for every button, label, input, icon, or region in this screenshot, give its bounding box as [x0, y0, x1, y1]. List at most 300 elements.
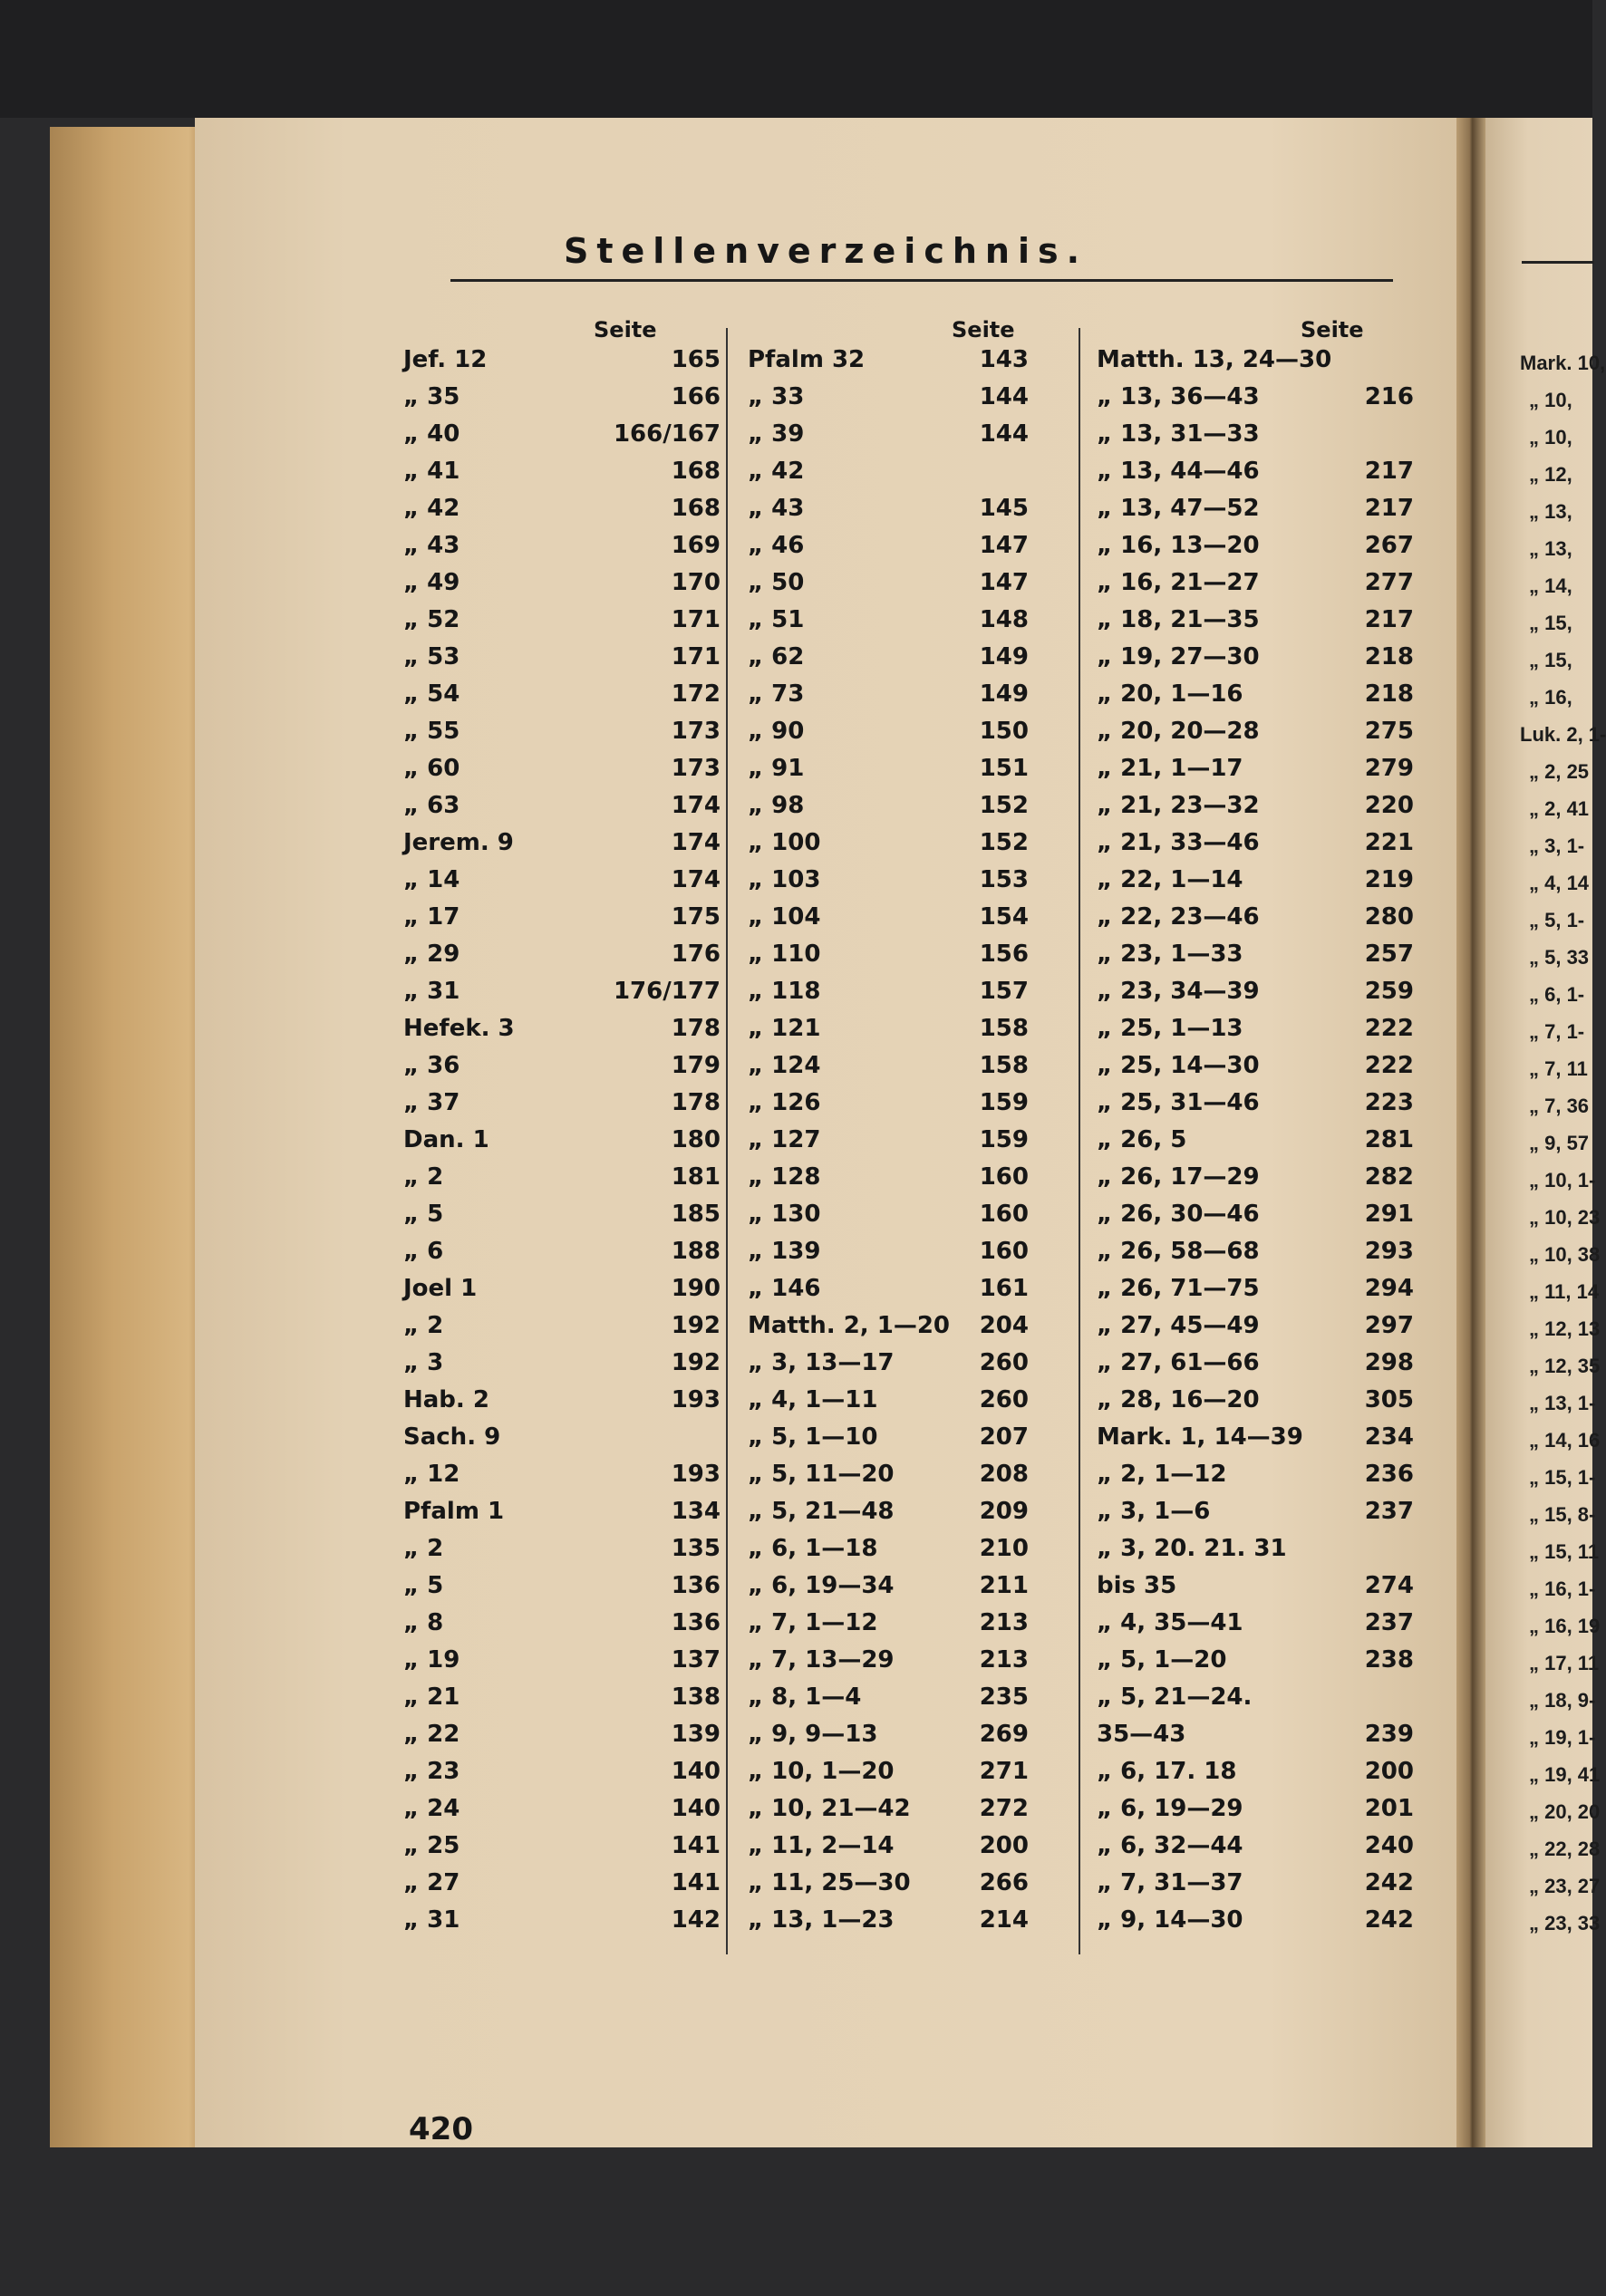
- entry-page: 158: [979, 1015, 1029, 1042]
- fragment-entry: „ 4, 14: [1529, 872, 1590, 894]
- index-entry: [1097, 755, 1441, 792]
- index-entry: [403, 718, 748, 755]
- index-entry: [1097, 941, 1441, 978]
- entry-page: 166/167: [613, 420, 721, 448]
- index-entry: [1097, 1275, 1441, 1312]
- entry-reference: „ 6, 19—34: [748, 1572, 895, 1599]
- page-number: 420: [409, 2111, 473, 2147]
- index-entry: [403, 1498, 748, 1535]
- index-entry: [748, 718, 1092, 755]
- fragment-entry: „ 5, 1-: [1529, 909, 1585, 931]
- entry-reference: „ 63: [403, 792, 460, 819]
- entry-reference: „ 13, 47—52: [1097, 495, 1260, 522]
- entry-reference: „ 5, 21—48: [748, 1498, 895, 1525]
- entry-page: 181: [671, 1163, 721, 1191]
- entry-page: 209: [979, 1498, 1029, 1525]
- entry-reference: Hab. 2: [403, 1386, 489, 1413]
- entry-page: 154: [979, 903, 1029, 931]
- entry-page: 135: [671, 1535, 721, 1562]
- fragment-entry: „ 15, 1-: [1529, 1466, 1596, 1489]
- entry-reference: Jerem. 9: [403, 829, 514, 856]
- index-entry: [403, 1795, 748, 1832]
- fragment-entry: „ 16,: [1529, 686, 1572, 709]
- index-entry: [403, 1609, 748, 1646]
- index-entry: [748, 1386, 1092, 1423]
- entry-reference: „ 104: [748, 903, 821, 931]
- entry-reference: „ 5: [403, 1572, 444, 1599]
- index-entry: [748, 903, 1092, 941]
- entry-page: 269: [979, 1721, 1029, 1748]
- index-entry: [1097, 718, 1441, 755]
- entry-reference: bis 35: [1097, 1572, 1177, 1599]
- entry-reference: „ 18, 21—35: [1097, 606, 1260, 633]
- entry-page: 169: [671, 532, 721, 559]
- entry-reference: „ 20, 20—28: [1097, 718, 1260, 745]
- entry-page: 200: [979, 1832, 1029, 1859]
- entry-reference: „ 20, 1—16: [1097, 680, 1243, 708]
- entry-page: 171: [671, 606, 721, 633]
- page-title: Stellenverzeichnis.: [563, 231, 1088, 271]
- entry-page: 242: [1364, 1906, 1414, 1934]
- fragment-entry: „ 12,: [1529, 463, 1572, 486]
- entry-reference: „ 98: [748, 792, 805, 819]
- index-entry: [1097, 1869, 1441, 1906]
- entry-reference: „ 7, 1—12: [748, 1609, 878, 1636]
- entry-page: 140: [671, 1795, 721, 1822]
- index-entry: [403, 606, 748, 643]
- entry-reference: „ 90: [748, 718, 805, 745]
- fragment-entry: „ 13,: [1529, 537, 1572, 560]
- entry-reference: „ 100: [748, 829, 821, 856]
- entry-page: 217: [1364, 495, 1414, 522]
- index-entry: [1097, 1015, 1441, 1052]
- index-entry: [403, 978, 748, 1015]
- entry-reference: „ 121: [748, 1015, 821, 1042]
- entry-page: 171: [671, 643, 721, 670]
- column-divider: [1079, 328, 1080, 1954]
- index-entry: [403, 420, 748, 458]
- entry-reference: „ 2, 1—12: [1097, 1461, 1227, 1488]
- entry-page: 219: [1364, 866, 1414, 893]
- entry-page: 210: [979, 1535, 1029, 1562]
- index-entry: [748, 978, 1092, 1015]
- entry-page: 141: [671, 1869, 721, 1896]
- entry-reference: „ 3: [403, 1349, 444, 1376]
- entry-reference: Hefek. 3: [403, 1015, 515, 1042]
- index-entry: [748, 1312, 1092, 1349]
- entry-page: 221: [1364, 829, 1414, 856]
- index-entry: [403, 680, 748, 718]
- entry-page: 160: [979, 1238, 1029, 1265]
- column-header: Seite: [952, 317, 1015, 342]
- entry-page: 192: [671, 1349, 721, 1376]
- entry-reference: Matth. 13, 24—30: [1097, 346, 1332, 373]
- entry-reference: „ 11, 25—30: [748, 1869, 911, 1896]
- entry-reference: „ 42: [403, 495, 460, 522]
- index-entry: [403, 643, 748, 680]
- entry-reference: „ 29: [403, 941, 460, 968]
- index-entry: [1097, 1052, 1441, 1089]
- entry-page: 237: [1364, 1498, 1414, 1525]
- entry-reference: Pfalm 32: [748, 346, 866, 373]
- entry-reference: „ 91: [748, 755, 805, 782]
- index-entry: [748, 458, 1092, 495]
- entry-page: 213: [979, 1646, 1029, 1674]
- entry-page: 179: [671, 1052, 721, 1079]
- entry-reference: „ 54: [403, 680, 460, 708]
- entry-reference: „ 6, 19—29: [1097, 1795, 1243, 1822]
- index-entry: [748, 1572, 1092, 1609]
- entry-reference: „ 22: [403, 1721, 460, 1748]
- entry-page: 282: [1364, 1163, 1414, 1191]
- entry-page: 293: [1364, 1238, 1414, 1265]
- index-entry: [403, 829, 748, 866]
- fragment-entry: „ 9, 57: [1529, 1132, 1590, 1154]
- entry-reference: „ 24: [403, 1795, 460, 1822]
- entry-page: 137: [671, 1646, 721, 1674]
- entry-page: 298: [1364, 1349, 1414, 1376]
- index-entry: [1097, 606, 1441, 643]
- entry-reference: „ 8: [403, 1609, 444, 1636]
- fragment-entry: „ 23, 33: [1529, 1912, 1601, 1934]
- entry-page: 223: [1364, 1089, 1414, 1116]
- entry-reference: „ 40: [403, 420, 460, 448]
- index-entry: [1097, 532, 1441, 569]
- entry-page: 211: [979, 1572, 1029, 1599]
- index-entry: [748, 606, 1092, 643]
- fragment-entry: „ 22, 28: [1529, 1838, 1601, 1860]
- index-entry: [1097, 978, 1441, 1015]
- entry-reference: „ 3, 20. 21. 31: [1097, 1535, 1287, 1562]
- entry-reference: „ 33: [748, 383, 805, 410]
- index-entry: [1097, 1683, 1441, 1721]
- index-entry: [1097, 1423, 1441, 1461]
- entry-reference: „ 62: [748, 643, 805, 670]
- index-entry: [1097, 495, 1441, 532]
- entry-page: 204: [979, 1312, 1029, 1339]
- entry-page: 176: [671, 941, 721, 968]
- fragment-entry: „ 12, 35: [1529, 1355, 1601, 1377]
- index-entry: [748, 1349, 1092, 1386]
- fragment-entry: „ 2, 41: [1529, 797, 1590, 820]
- index-entry: [748, 1461, 1092, 1498]
- index-entry: [748, 383, 1092, 420]
- fragment-entry: „ 10, 1-: [1529, 1169, 1596, 1191]
- fragment-entry: „ 12, 13: [1529, 1317, 1601, 1340]
- entry-reference: „ 5, 11—20: [748, 1461, 895, 1488]
- index-entry: [403, 1906, 748, 1944]
- fragment-entry: „ 7, 36: [1529, 1095, 1590, 1117]
- fragment-entry: „ 14,: [1529, 574, 1572, 597]
- entry-page: 237: [1364, 1609, 1414, 1636]
- index-entry: [1097, 792, 1441, 829]
- index-entry: [1097, 1498, 1441, 1535]
- entry-page: 168: [671, 458, 721, 485]
- entry-page: 136: [671, 1572, 721, 1599]
- fragment-entry: „ 10, 23: [1529, 1206, 1601, 1229]
- entry-reference: „ 9, 9—13: [748, 1721, 878, 1748]
- entry-reference: „ 146: [748, 1275, 821, 1302]
- entry-reference: „ 21, 1—17: [1097, 755, 1243, 782]
- entry-page: 277: [1364, 569, 1414, 596]
- index-entry: [403, 1461, 748, 1498]
- entry-reference: „ 39: [748, 420, 805, 448]
- entry-reference: „ 43: [403, 532, 460, 559]
- entry-page: 208: [979, 1461, 1029, 1488]
- entry-reference: Pfalm 1: [403, 1498, 505, 1525]
- entry-page: 150: [979, 718, 1029, 745]
- index-entry: [748, 1052, 1092, 1089]
- entry-page: 222: [1364, 1015, 1414, 1042]
- entry-page: 217: [1364, 606, 1414, 633]
- fragment-entry: „ 19, 41: [1529, 1763, 1601, 1786]
- entry-reference: „ 22, 23—46: [1097, 903, 1260, 931]
- index-entry: [1097, 569, 1441, 606]
- next-page-rule: [1522, 261, 1594, 264]
- index-entry: [403, 866, 748, 903]
- index-entry: [403, 1869, 748, 1906]
- index-entry: [403, 792, 748, 829]
- entry-page: 305: [1364, 1386, 1414, 1413]
- entry-page: 141: [671, 1832, 721, 1859]
- fragment-entry: „ 13,: [1529, 500, 1572, 523]
- index-entry: [748, 1721, 1092, 1758]
- index-entry: [1097, 1832, 1441, 1869]
- entry-page: 174: [671, 792, 721, 819]
- index-entry: [403, 346, 748, 383]
- index-entry: [403, 941, 748, 978]
- index-entry: [1097, 420, 1441, 458]
- column-header: Seite: [1301, 317, 1364, 342]
- entry-reference: „ 73: [748, 680, 805, 708]
- fragment-entry: „ 7, 1-: [1529, 1020, 1585, 1043]
- entry-page: 280: [1364, 903, 1414, 931]
- book-page-edges: [50, 127, 204, 2147]
- entry-page: 185: [671, 1201, 721, 1228]
- index-entry: [403, 458, 748, 495]
- fragment-entry: „ 18, 9-: [1529, 1689, 1596, 1712]
- fragment-entry: „ 10,: [1529, 426, 1572, 449]
- index-page: [195, 118, 1456, 2147]
- entry-reference: „ 19, 27—30: [1097, 643, 1260, 670]
- entry-page: 240: [1364, 1832, 1414, 1859]
- entry-page: 176/177: [613, 978, 721, 1005]
- entry-reference: „ 118: [748, 978, 821, 1005]
- entry-page: 214: [979, 1906, 1029, 1934]
- fragment-entry: „ 15, 11: [1529, 1540, 1600, 1563]
- index-entry: [1097, 1795, 1441, 1832]
- entry-page: 297: [1364, 1312, 1414, 1339]
- index-entry: [403, 569, 748, 606]
- entry-reference: „ 25, 1—13: [1097, 1015, 1243, 1042]
- entry-reference: „ 14: [403, 866, 460, 893]
- index-entry: [403, 1535, 748, 1572]
- entry-reference: „ 127: [748, 1126, 821, 1153]
- entry-reference: „ 6, 32—44: [1097, 1832, 1243, 1859]
- fragment-entry: „ 6, 1-: [1529, 983, 1585, 1006]
- index-entry: [403, 1572, 748, 1609]
- index-entry: [748, 643, 1092, 680]
- entry-reference: „ 13, 36—43: [1097, 383, 1260, 410]
- entry-page: 174: [671, 866, 721, 893]
- index-entry: [1097, 346, 1441, 383]
- index-entry: [748, 1089, 1092, 1126]
- entry-reference: „ 27: [403, 1869, 460, 1896]
- index-entry: [1097, 1312, 1441, 1349]
- entry-page: 170: [671, 569, 721, 596]
- entry-reference: „ 25, 31—46: [1097, 1089, 1260, 1116]
- index-entry: [748, 1906, 1092, 1944]
- fragment-entry: Luk. 2, 1-: [1520, 723, 1606, 746]
- entry-reference: „ 49: [403, 569, 460, 596]
- index-entry: [748, 941, 1092, 978]
- entry-reference: „ 5, 1—10: [748, 1423, 878, 1451]
- entry-page: 260: [979, 1386, 1029, 1413]
- entry-reference: „ 3, 13—17: [748, 1349, 895, 1376]
- entry-reference: „ 6, 17. 18: [1097, 1758, 1237, 1785]
- index-entry: [748, 866, 1092, 903]
- fragment-entry: „ 15,: [1529, 612, 1572, 634]
- entry-page: 257: [1364, 941, 1414, 968]
- fragment-entry: „ 16, 1-: [1529, 1577, 1596, 1600]
- entry-page: 175: [671, 903, 721, 931]
- entry-reference: „ 23: [403, 1758, 460, 1785]
- entry-page: 145: [979, 495, 1029, 522]
- entry-page: 275: [1364, 718, 1414, 745]
- entry-reference: „ 31: [403, 1906, 460, 1934]
- entry-page: 149: [979, 643, 1029, 670]
- index-entry: [1097, 458, 1441, 495]
- entry-reference: „ 5, 1—20: [1097, 1646, 1227, 1674]
- fragment-entry: „ 5, 33: [1529, 946, 1590, 969]
- entry-reference: „ 28, 16—20: [1097, 1386, 1260, 1413]
- entry-reference: „ 21, 23—32: [1097, 792, 1260, 819]
- index-entry: [748, 1683, 1092, 1721]
- index-entry: [403, 1089, 748, 1126]
- entry-page: 192: [671, 1312, 721, 1339]
- entry-page: 266: [979, 1869, 1029, 1896]
- entry-reference: „ 23, 34—39: [1097, 978, 1260, 1005]
- index-entry: [748, 569, 1092, 606]
- entry-reference: „ 25: [403, 1832, 460, 1859]
- entry-page: 157: [979, 978, 1029, 1005]
- entry-reference: „ 7, 13—29: [748, 1646, 895, 1674]
- index-entry: [1097, 1201, 1441, 1238]
- index-entry: [403, 1423, 748, 1461]
- index-entry: [403, 1386, 748, 1423]
- entry-reference: „ 22, 1—14: [1097, 866, 1243, 893]
- index-entry: [748, 829, 1092, 866]
- entry-reference: „ 103: [748, 866, 821, 893]
- entry-page: 148: [979, 606, 1029, 633]
- index-entry: [1097, 1238, 1441, 1275]
- index-entry: [748, 532, 1092, 569]
- index-entry: [748, 1609, 1092, 1646]
- entry-reference: „ 13, 44—46: [1097, 458, 1260, 485]
- entry-page: 173: [671, 718, 721, 745]
- entry-page: 161: [979, 1275, 1029, 1302]
- index-entry: [403, 1832, 748, 1869]
- entry-page: 279: [1364, 755, 1414, 782]
- index-entry: [403, 1015, 748, 1052]
- entry-reference: „ 51: [748, 606, 805, 633]
- entry-page: 173: [671, 755, 721, 782]
- index-entry: [1097, 1646, 1441, 1683]
- entry-page: 188: [671, 1238, 721, 1265]
- index-entry: [1097, 866, 1441, 903]
- entry-reference: „ 3, 1—6: [1097, 1498, 1211, 1525]
- entry-reference: Matth. 2, 1—20: [748, 1312, 951, 1339]
- index-entry: [403, 1758, 748, 1795]
- index-entry: [1097, 1721, 1441, 1758]
- index-entry: [748, 792, 1092, 829]
- entry-page: 201: [1364, 1795, 1414, 1822]
- entry-reference: „ 21: [403, 1683, 460, 1711]
- entry-reference: „ 26, 30—46: [1097, 1201, 1260, 1228]
- index-entry: [748, 1015, 1092, 1052]
- entry-reference: „ 10, 1—20: [748, 1758, 895, 1785]
- entry-page: 134: [671, 1498, 721, 1525]
- entry-reference: „ 19: [403, 1646, 460, 1674]
- index-entry: [1097, 1386, 1441, 1423]
- index-entry: [748, 346, 1092, 383]
- fragment-entry: „ 2, 25: [1529, 760, 1590, 783]
- background-shadow: [0, 0, 1592, 118]
- fragment-entry: „ 10,: [1529, 389, 1572, 411]
- entry-reference: „ 126: [748, 1089, 821, 1116]
- entry-reference: „ 26, 58—68: [1097, 1238, 1260, 1265]
- entry-reference: „ 50: [748, 569, 805, 596]
- entry-page: 142: [671, 1906, 721, 1934]
- entry-page: 236: [1364, 1461, 1414, 1488]
- index-entry: [1097, 1163, 1441, 1201]
- fragment-entry: „ 17, 11: [1529, 1652, 1600, 1674]
- fragment-entry: „ 15,: [1529, 649, 1572, 671]
- entry-reference: Sach. 9: [403, 1423, 501, 1451]
- entry-page: 153: [979, 866, 1029, 893]
- index-entry: [1097, 1758, 1441, 1795]
- entry-page: 274: [1364, 1572, 1414, 1599]
- entry-reference: „ 27, 61—66: [1097, 1349, 1260, 1376]
- entry-page: 160: [979, 1163, 1029, 1191]
- index-entry: [403, 1126, 748, 1163]
- entry-page: 218: [1364, 680, 1414, 708]
- index-entry: [748, 1535, 1092, 1572]
- index-entry: [1097, 1461, 1441, 1498]
- fragment-entry: „ 10, 38: [1529, 1243, 1601, 1266]
- index-entry: [1097, 1535, 1441, 1572]
- index-entry: [748, 680, 1092, 718]
- column-divider: [726, 328, 728, 1954]
- entry-page: 180: [671, 1126, 721, 1153]
- entry-page: 168: [671, 495, 721, 522]
- entry-page: 222: [1364, 1052, 1414, 1079]
- index-entry: [403, 532, 748, 569]
- entry-reference: „ 128: [748, 1163, 821, 1191]
- entry-reference: „ 6, 1—18: [748, 1535, 878, 1562]
- index-entry: [748, 1275, 1092, 1312]
- fragment-entry: „ 19, 1-: [1529, 1726, 1596, 1749]
- index-entry: [1097, 643, 1441, 680]
- entry-page: 260: [979, 1349, 1029, 1376]
- index-entry: [748, 420, 1092, 458]
- index-entry: [403, 1646, 748, 1683]
- fragment-entry: „ 11, 14: [1529, 1280, 1600, 1303]
- entry-reference: „ 41: [403, 458, 460, 485]
- entry-page: 239: [1364, 1721, 1414, 1748]
- entry-reference: „ 25, 14—30: [1097, 1052, 1260, 1079]
- entry-page: 151: [979, 755, 1029, 782]
